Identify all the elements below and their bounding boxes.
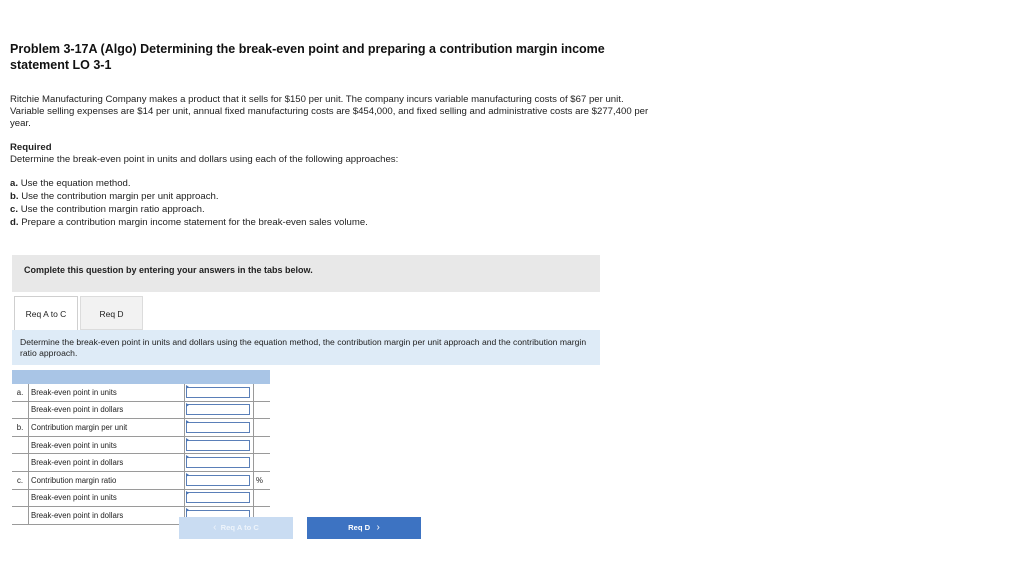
break-even-units-cm-ratio-input[interactable] <box>186 492 250 503</box>
row-label: Break-even point in units <box>29 489 185 507</box>
requirement-letter: a. <box>10 178 19 189</box>
table-row <box>12 471 270 489</box>
row-unit <box>254 436 271 454</box>
next-tab-button[interactable] <box>307 517 421 539</box>
flag-icon <box>186 491 189 495</box>
table-row <box>12 419 270 437</box>
flag-icon <box>186 455 189 459</box>
row-letter <box>12 507 29 525</box>
break-even-units-equation-input[interactable] <box>186 387 250 398</box>
requirement-text: Use the contribution margin per unit approach. <box>21 191 219 202</box>
row-letter <box>12 489 29 507</box>
requirement-item <box>10 177 368 190</box>
requirement-item <box>10 190 368 203</box>
row-label: Contribution margin ratio <box>29 471 185 489</box>
flag-icon <box>186 403 189 407</box>
prev-button-label: Req A to C <box>220 523 259 532</box>
row-letter <box>12 454 29 472</box>
percent-unit: % <box>254 471 271 489</box>
table-row <box>12 384 270 401</box>
prev-tab-button[interactable] <box>179 517 293 539</box>
break-even-units-cm-unit-input[interactable] <box>186 440 250 451</box>
requirement-text: Prepare a contribution margin income statement for the break-even sales volume. <box>21 217 368 228</box>
next-button-label: Req D <box>348 523 371 532</box>
row-letter: a. <box>12 384 29 401</box>
row-label: Break-even point in dollars <box>29 401 185 419</box>
answer-cell <box>185 471 254 489</box>
row-unit <box>254 489 271 507</box>
requirement-text: Use the equation method. <box>20 178 131 189</box>
row-unit <box>254 401 271 419</box>
table-row <box>12 454 270 472</box>
requirement-letter: b. <box>10 191 19 202</box>
flag-icon <box>186 385 189 389</box>
banner-text: Complete this question by entering your answers in the tabs below. <box>24 265 313 275</box>
table-header <box>12 370 270 384</box>
requirement-letter: d. <box>10 217 19 228</box>
table-row <box>12 401 270 419</box>
flag-icon <box>186 438 189 442</box>
row-unit <box>254 419 271 437</box>
flag-icon <box>186 473 189 477</box>
answer-cell <box>185 419 254 437</box>
tab-instruction: Determine the break-even point in units and dollars using the equation method, the contribution margin per unit approach and the contribution margin ratio approach. <box>12 330 600 365</box>
answer-cell <box>185 454 254 472</box>
row-label: Break-even point in units <box>29 384 185 401</box>
requirements-list <box>10 177 368 229</box>
break-even-dollars-equation-input[interactable] <box>186 404 250 415</box>
answer-cell <box>185 384 254 401</box>
requirement-item <box>10 203 368 216</box>
chevron-right-icon: › <box>376 522 380 533</box>
table-header-row <box>12 370 270 384</box>
requirement-text: Use the contribution margin ratio approach. <box>20 204 205 215</box>
required-heading: Required <box>10 142 52 153</box>
row-letter: c. <box>12 471 29 489</box>
tab-req-d[interactable]: Req D <box>80 296 143 330</box>
contribution-margin-ratio-input[interactable] <box>186 475 250 486</box>
requirement-letter: c. <box>10 204 19 215</box>
row-label: Contribution margin per unit <box>29 419 185 437</box>
flag-icon <box>186 420 189 424</box>
row-letter: b. <box>12 419 29 437</box>
answer-table <box>12 370 270 525</box>
row-label: Break-even point in dollars <box>29 454 185 472</box>
row-unit <box>254 384 271 401</box>
required-text: Determine the break-even point in units and dollars using each of the following approaches: <box>10 154 399 165</box>
row-label: Break-even point in dollars <box>29 507 185 525</box>
instructions-banner <box>12 255 600 292</box>
row-unit <box>254 454 271 472</box>
contribution-margin-per-unit-input[interactable] <box>186 422 250 433</box>
row-letter <box>12 401 29 419</box>
problem-title: Problem 3-17A (Algo) Determining the break-even point and preparing a contribution margin income statement LO 3-1 <box>10 42 605 72</box>
tab-req-a-to-c[interactable]: Req A to C <box>14 296 78 331</box>
row-label: Break-even point in units <box>29 436 185 454</box>
answer-cell <box>185 436 254 454</box>
chevron-left-icon: ‹ <box>213 522 217 533</box>
answer-cell <box>185 489 254 507</box>
table-row <box>12 489 270 507</box>
table-row <box>12 436 270 454</box>
requirement-item <box>10 216 368 229</box>
problem-intro: Ritchie Manufacturing Company makes a product that it sells for $150 per unit. The company incurs variable manufacturing costs of $67 per unit. Variable selling expenses are $14 per unit, annual fixed manufacturing costs are $454,000, and fixed selling and administrative costs are $277,400 per year. <box>10 94 649 129</box>
flag-icon <box>186 508 189 512</box>
row-letter <box>12 436 29 454</box>
break-even-dollars-cm-unit-input[interactable] <box>186 457 250 468</box>
answer-cell <box>185 401 254 419</box>
